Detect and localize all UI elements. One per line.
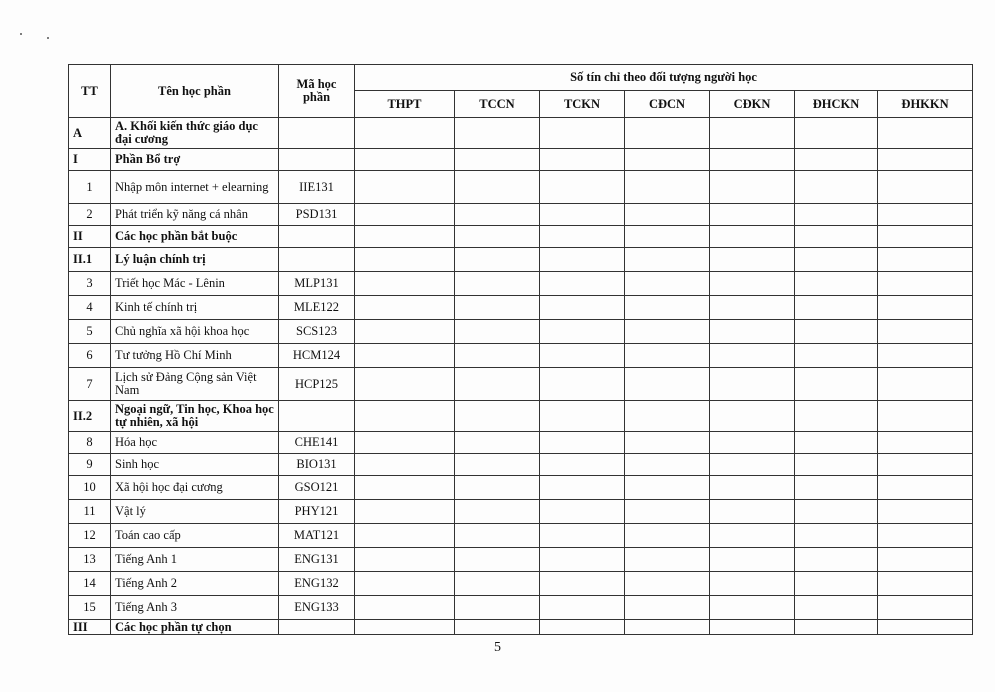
credit-cell <box>625 204 710 226</box>
header-target: ĐHCKN <box>795 91 878 118</box>
credit-cell <box>795 524 878 548</box>
credit-cell <box>710 171 795 204</box>
credit-cell <box>455 401 540 432</box>
row-tt: 10 <box>69 476 111 500</box>
row-tt: 6 <box>69 344 111 368</box>
credit-cell <box>540 432 625 454</box>
row-tt: 9 <box>69 454 111 476</box>
row-tt: 3 <box>69 272 111 296</box>
row-course-code: PSD131 <box>279 204 355 226</box>
credit-cell <box>878 476 973 500</box>
credit-cell <box>625 368 710 401</box>
credit-cell <box>455 572 540 596</box>
credit-cell <box>795 296 878 320</box>
credit-cell <box>625 248 710 272</box>
credit-cell <box>625 500 710 524</box>
credit-cell <box>355 118 455 149</box>
credit-cell <box>710 368 795 401</box>
credit-cell <box>795 118 878 149</box>
row-course-code <box>279 248 355 272</box>
credit-cell <box>355 296 455 320</box>
credit-cell <box>625 572 710 596</box>
credit-cell <box>625 524 710 548</box>
credit-cell <box>795 171 878 204</box>
row-course-code: ENG133 <box>279 596 355 620</box>
credit-cell <box>625 596 710 620</box>
credit-cell <box>878 548 973 572</box>
credit-cell <box>878 149 973 171</box>
credit-cell <box>878 572 973 596</box>
credit-cell <box>540 500 625 524</box>
credit-cell <box>795 432 878 454</box>
row-course-name: Lý luận chính trị <box>111 248 279 272</box>
credit-cell <box>455 344 540 368</box>
row-course-code: HCP125 <box>279 368 355 401</box>
table-row <box>69 432 973 454</box>
credit-cell <box>355 171 455 204</box>
table-row <box>69 171 973 204</box>
page-number: 5 <box>494 640 501 655</box>
credit-cell <box>625 432 710 454</box>
credit-cell <box>455 204 540 226</box>
credit-cell <box>878 524 973 548</box>
row-course-code: GSO121 <box>279 476 355 500</box>
credit-cell <box>795 149 878 171</box>
credit-cell <box>625 272 710 296</box>
row-course-code: SCS123 <box>279 320 355 344</box>
credit-cell <box>710 344 795 368</box>
credit-cell <box>540 204 625 226</box>
credit-cell <box>795 572 878 596</box>
credit-cell <box>795 368 878 401</box>
row-course-code: ENG131 <box>279 548 355 572</box>
credit-cell <box>878 204 973 226</box>
row-course-name: Hóa học <box>111 432 279 454</box>
credit-cell <box>878 454 973 476</box>
credit-cell <box>795 620 878 635</box>
row-tt: II <box>69 226 111 248</box>
credit-cell <box>710 320 795 344</box>
header-tt: TT <box>69 65 111 118</box>
row-tt: 4 <box>69 296 111 320</box>
credit-cell <box>878 226 973 248</box>
credit-cell <box>710 454 795 476</box>
credit-cell <box>795 248 878 272</box>
row-course-name: A. Khối kiến thức giáo dục đại cương <box>111 118 279 149</box>
header-target: ĐHKKN <box>878 91 973 118</box>
credit-cell <box>795 344 878 368</box>
credit-cell <box>878 118 973 149</box>
credit-cell <box>455 620 540 635</box>
credit-cell <box>710 476 795 500</box>
credit-cell <box>795 454 878 476</box>
credit-cell <box>455 320 540 344</box>
row-course-code <box>279 620 355 635</box>
credit-cell <box>625 320 710 344</box>
credit-cell <box>710 572 795 596</box>
credit-cell <box>455 432 540 454</box>
credit-cell <box>625 149 710 171</box>
credit-cell <box>540 320 625 344</box>
row-tt: 15 <box>69 596 111 620</box>
credit-cell <box>455 500 540 524</box>
credit-cell <box>878 320 973 344</box>
credit-cell <box>795 596 878 620</box>
credit-cell <box>878 368 973 401</box>
credit-cell <box>540 118 625 149</box>
header-name: Tên học phần <box>111 65 279 118</box>
credit-cell <box>625 118 710 149</box>
table-row <box>69 476 973 500</box>
credit-cell <box>710 500 795 524</box>
table-header <box>69 65 973 118</box>
credit-cell <box>540 572 625 596</box>
credit-cell <box>540 620 625 635</box>
credit-cell <box>355 572 455 596</box>
credit-cell <box>878 296 973 320</box>
credit-cell <box>540 524 625 548</box>
table-row <box>69 204 973 226</box>
credit-cell <box>455 118 540 149</box>
credit-cell <box>878 248 973 272</box>
credit-cell <box>540 401 625 432</box>
table-row <box>69 226 973 248</box>
header-credits-group: Số tín chỉ theo đối tượng người học <box>355 65 973 91</box>
credit-cell <box>355 500 455 524</box>
row-course-name: Tư tưởng Hồ Chí Minh <box>111 344 279 368</box>
row-course-code <box>279 401 355 432</box>
row-course-name: Ngoại ngữ, Tin học, Khoa học tự nhiên, xã hội <box>111 401 279 432</box>
header-target: THPT <box>355 91 455 118</box>
row-tt: 12 <box>69 524 111 548</box>
credit-cell <box>540 248 625 272</box>
header-target: CĐCN <box>625 91 710 118</box>
credit-cell <box>878 171 973 204</box>
row-course-code: HCM124 <box>279 344 355 368</box>
credit-cell <box>355 620 455 635</box>
credit-cell <box>455 368 540 401</box>
credit-cell <box>540 171 625 204</box>
table-row <box>69 401 973 432</box>
row-course-code: CHE141 <box>279 432 355 454</box>
credit-cell <box>355 524 455 548</box>
credit-cell <box>878 344 973 368</box>
table-row <box>69 500 973 524</box>
header-target: TCKN <box>540 91 625 118</box>
credit-cell <box>355 368 455 401</box>
table-row <box>69 296 973 320</box>
credit-cell <box>878 401 973 432</box>
credit-cell <box>710 226 795 248</box>
header-target: CĐKN <box>710 91 795 118</box>
credit-cell <box>795 548 878 572</box>
credit-cell <box>355 344 455 368</box>
credit-cell <box>540 548 625 572</box>
credit-cell <box>355 548 455 572</box>
table-row <box>69 368 973 401</box>
credit-cell <box>540 344 625 368</box>
row-tt: 1 <box>69 171 111 204</box>
table-row <box>69 118 973 149</box>
table-row <box>69 320 973 344</box>
credit-cell <box>710 620 795 635</box>
credit-cell <box>625 226 710 248</box>
row-course-name: Lịch sử Đảng Cộng sản Việt Nam <box>111 368 279 401</box>
row-tt: II.1 <box>69 248 111 272</box>
credit-cell <box>455 476 540 500</box>
credit-cell <box>455 272 540 296</box>
row-tt: A <box>69 118 111 149</box>
header-code: Mã học phần <box>279 65 355 118</box>
row-course-name: Chủ nghĩa xã hội khoa học <box>111 320 279 344</box>
credit-cell <box>355 596 455 620</box>
row-course-code <box>279 149 355 171</box>
credit-cell <box>710 149 795 171</box>
credit-cell <box>355 476 455 500</box>
table-row <box>69 149 973 171</box>
scan-speck <box>47 37 49 39</box>
credit-cell <box>355 226 455 248</box>
credit-cell <box>540 454 625 476</box>
scan-speck <box>20 33 22 35</box>
credit-cell <box>625 454 710 476</box>
credit-cell <box>795 401 878 432</box>
credit-cell <box>710 272 795 296</box>
credit-cell <box>710 596 795 620</box>
credit-cell <box>710 401 795 432</box>
row-course-name: Phát triển kỹ năng cá nhân <box>111 204 279 226</box>
row-course-name: Toán cao cấp <box>111 524 279 548</box>
credit-cell <box>795 320 878 344</box>
credit-cell <box>795 204 878 226</box>
table-row <box>69 548 973 572</box>
credit-cell <box>455 454 540 476</box>
credit-cell <box>710 118 795 149</box>
row-tt: 7 <box>69 368 111 401</box>
credit-cell <box>795 226 878 248</box>
credit-cell <box>455 548 540 572</box>
credit-cell <box>355 248 455 272</box>
credit-cell <box>455 596 540 620</box>
credit-cell <box>795 476 878 500</box>
row-course-name: Vật lý <box>111 500 279 524</box>
table-row <box>69 620 973 635</box>
row-course-name: Triết học Mác - Lênin <box>111 272 279 296</box>
table-row <box>69 454 973 476</box>
row-course-name: Các học phần bắt buộc <box>111 226 279 248</box>
row-course-code: PHY121 <box>279 500 355 524</box>
credit-cell <box>540 226 625 248</box>
row-course-code: IIE131 <box>279 171 355 204</box>
credit-cell <box>710 248 795 272</box>
credit-cell <box>455 296 540 320</box>
credit-cell <box>355 432 455 454</box>
table-row <box>69 572 973 596</box>
row-course-code: BIO131 <box>279 454 355 476</box>
credit-cell <box>795 272 878 296</box>
row-course-name: Nhập môn internet + elearning <box>111 171 279 204</box>
row-tt: II.2 <box>69 401 111 432</box>
row-tt: I <box>69 149 111 171</box>
credit-cell <box>455 171 540 204</box>
credit-cell <box>625 620 710 635</box>
credit-cell <box>710 204 795 226</box>
credit-cell <box>878 500 973 524</box>
credit-cell <box>625 171 710 204</box>
credit-cell <box>625 296 710 320</box>
credit-cell <box>625 344 710 368</box>
credit-cell <box>355 272 455 296</box>
row-course-code: MLE122 <box>279 296 355 320</box>
row-course-code: ENG132 <box>279 572 355 596</box>
credit-cell <box>455 149 540 171</box>
credit-cell <box>878 432 973 454</box>
credit-cell <box>795 500 878 524</box>
row-course-code: MAT121 <box>279 524 355 548</box>
row-course-name: Tiếng Anh 1 <box>111 548 279 572</box>
table-row <box>69 524 973 548</box>
table-row <box>69 344 973 368</box>
credit-cell <box>540 296 625 320</box>
table-body <box>69 118 973 635</box>
credit-cell <box>878 620 973 635</box>
credit-cell <box>540 596 625 620</box>
row-course-code <box>279 118 355 149</box>
credit-cell <box>710 524 795 548</box>
row-course-name: Sinh học <box>111 454 279 476</box>
credit-cell <box>540 476 625 500</box>
credit-cell <box>355 320 455 344</box>
row-course-name: Tiếng Anh 2 <box>111 572 279 596</box>
credit-cell <box>878 272 973 296</box>
credit-cell <box>878 596 973 620</box>
credit-cell <box>455 248 540 272</box>
header-target: TCCN <box>455 91 540 118</box>
credit-cell <box>710 432 795 454</box>
table-row <box>69 596 973 620</box>
credit-cell <box>625 476 710 500</box>
credit-cell <box>355 401 455 432</box>
row-tt: 13 <box>69 548 111 572</box>
row-course-name: Tiếng Anh 3 <box>111 596 279 620</box>
credit-cell <box>355 149 455 171</box>
row-tt: III <box>69 620 111 635</box>
row-course-name: Phần Bổ trợ <box>111 149 279 171</box>
table-row <box>69 272 973 296</box>
row-course-name: Kinh tế chính trị <box>111 296 279 320</box>
credit-cell <box>540 149 625 171</box>
credit-cell <box>710 296 795 320</box>
credit-cell <box>540 368 625 401</box>
credit-cell <box>355 454 455 476</box>
row-course-name: Xã hội học đại cương <box>111 476 279 500</box>
credit-cell <box>625 401 710 432</box>
table-row <box>69 248 973 272</box>
row-tt: 2 <box>69 204 111 226</box>
credit-cell <box>355 204 455 226</box>
row-tt: 11 <box>69 500 111 524</box>
row-course-name: Các học phần tự chọn <box>111 620 279 635</box>
row-tt: 14 <box>69 572 111 596</box>
row-course-code: MLP131 <box>279 272 355 296</box>
row-tt: 8 <box>69 432 111 454</box>
row-tt: 5 <box>69 320 111 344</box>
credits-table <box>68 64 973 635</box>
credit-cell <box>710 548 795 572</box>
credit-cell <box>625 548 710 572</box>
credit-cell <box>540 272 625 296</box>
credit-cell <box>455 524 540 548</box>
credit-cell <box>455 226 540 248</box>
row-course-code <box>279 226 355 248</box>
